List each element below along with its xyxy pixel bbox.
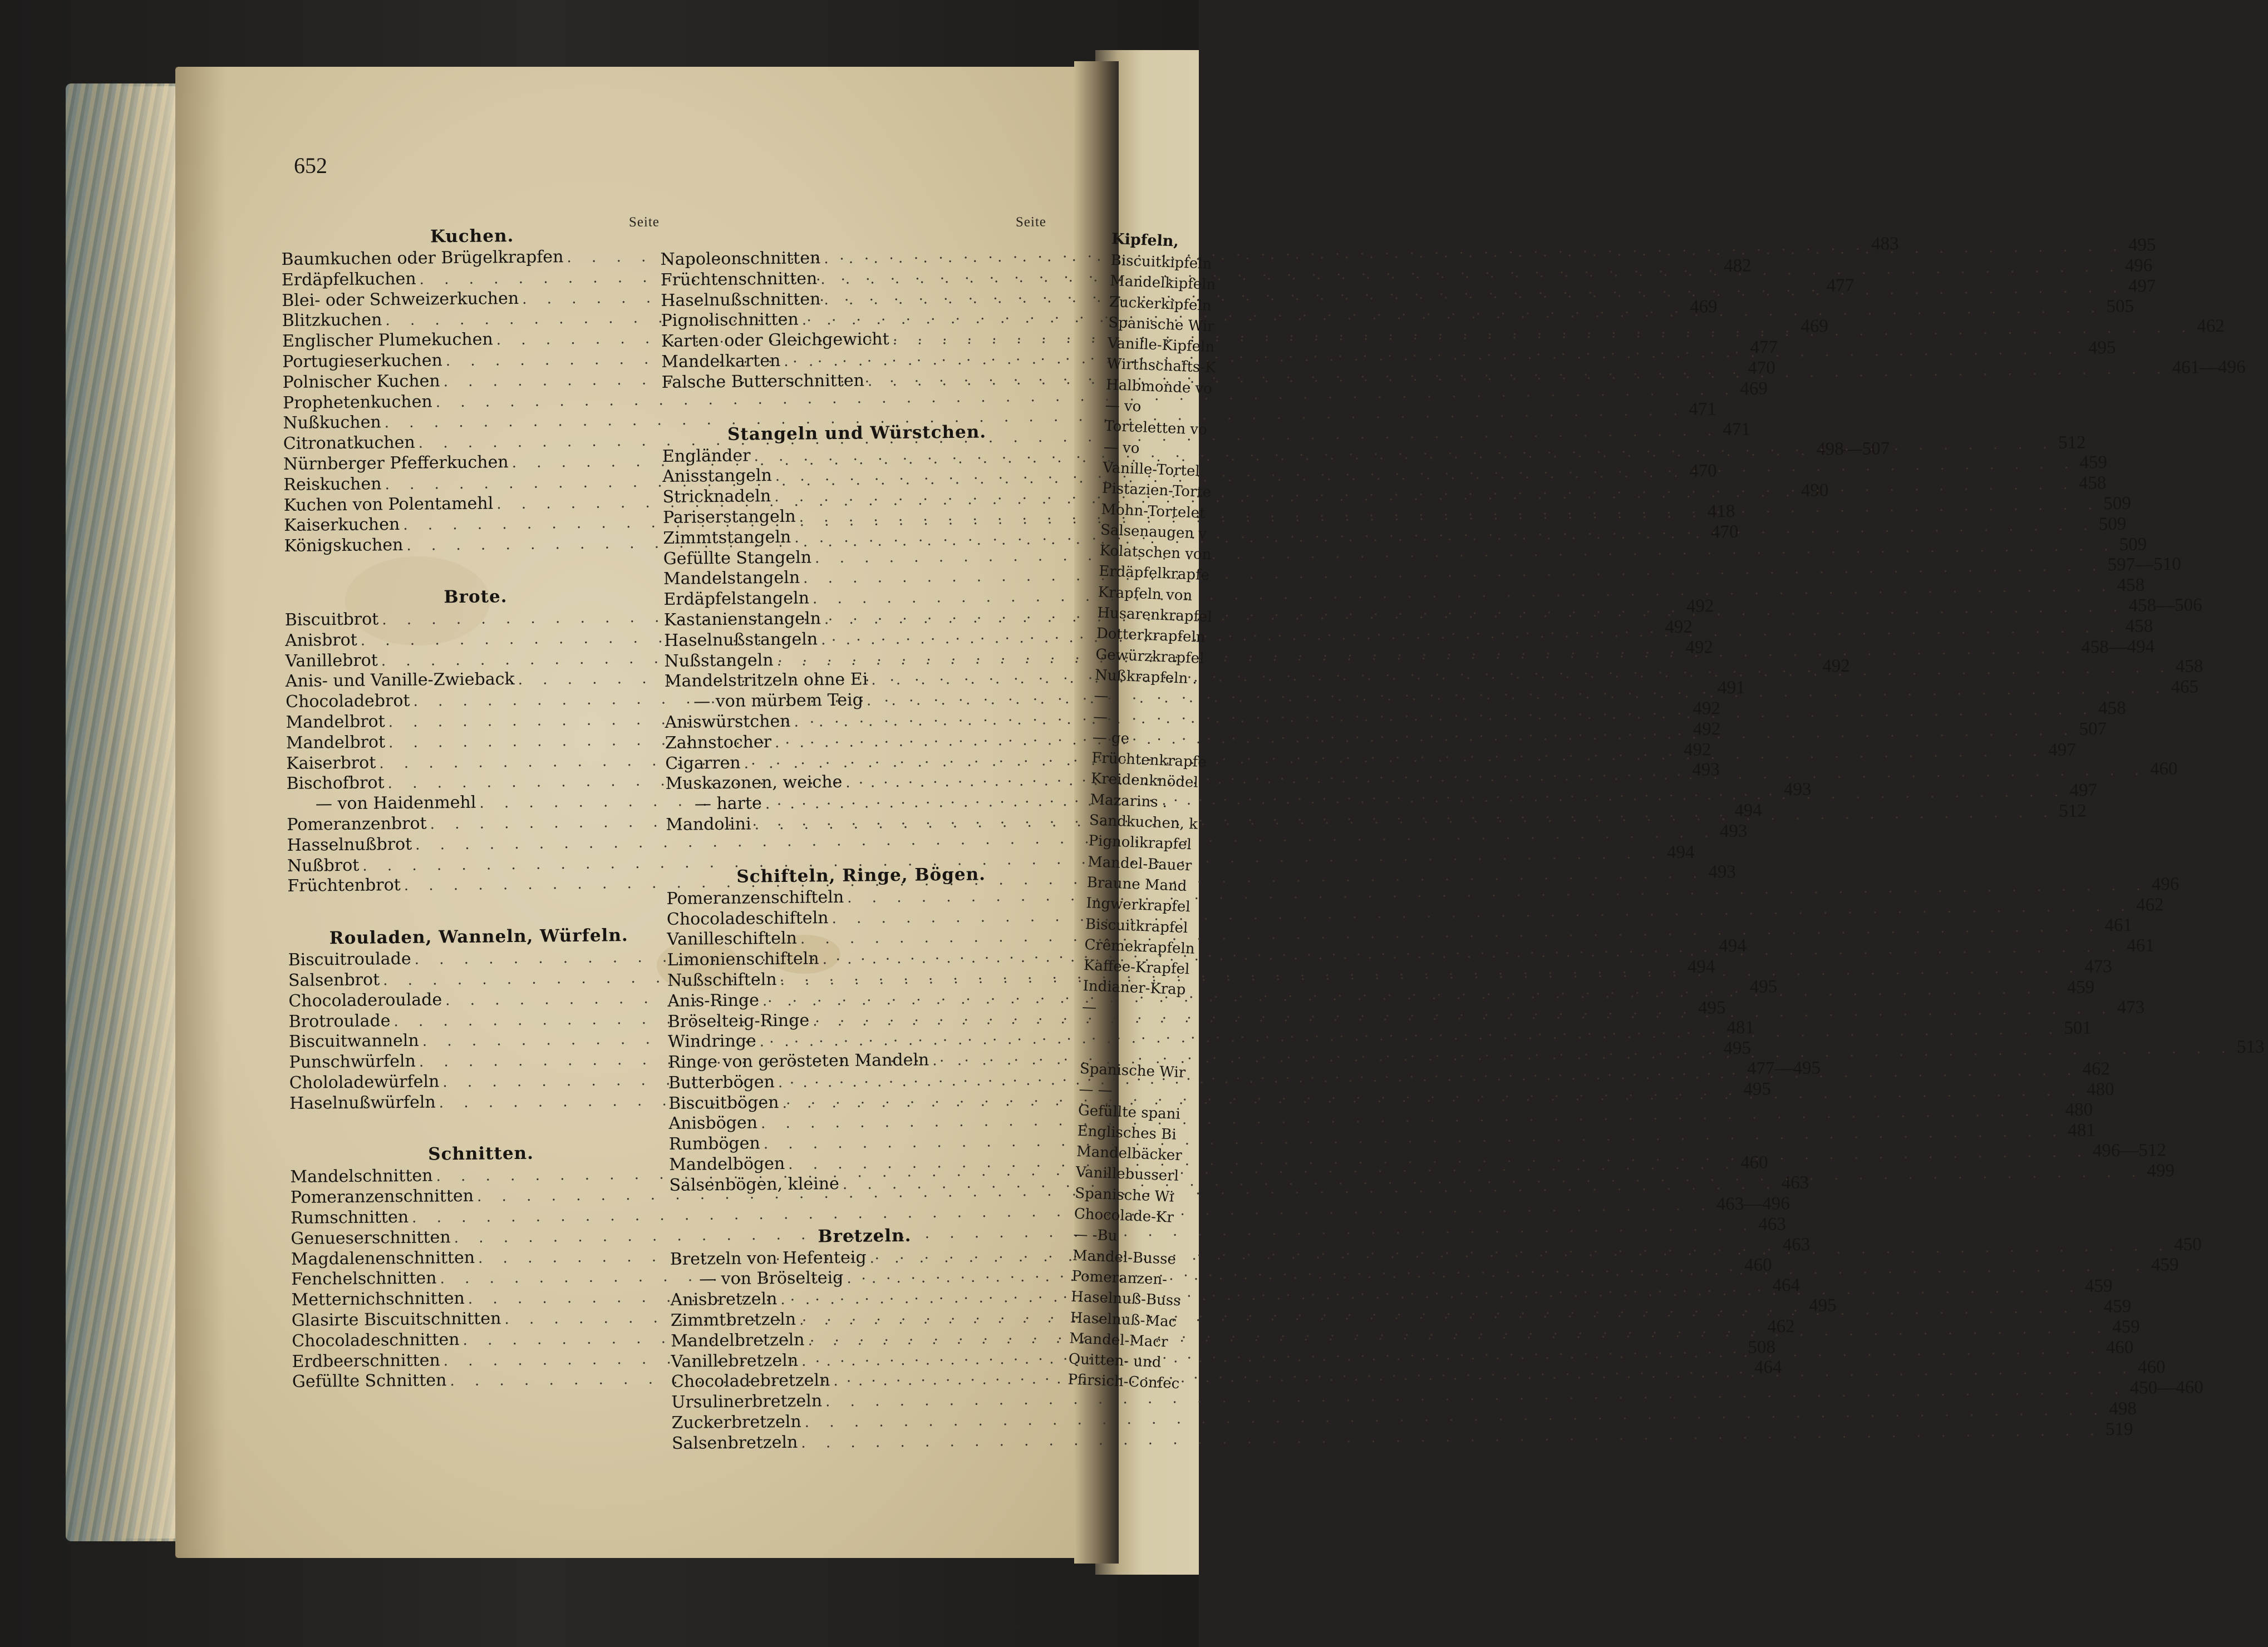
entry-name: Citronatkuchen <box>283 432 415 454</box>
entry-page: 495 <box>1749 976 1778 997</box>
fragment-line: Zuckerkipfeln <box>1109 293 1212 314</box>
entry-name: Pomeranzenschnitten <box>290 1186 474 1208</box>
entry-name: Mandolini <box>666 814 751 835</box>
entry-name: Mandelbretzeln <box>671 1330 805 1351</box>
fragment-line: Crêmekrapfeln <box>1084 936 1196 958</box>
entry-name: Mandelstangeln <box>663 568 800 589</box>
fragment-line: Mandel-Bauer <box>1087 853 1192 874</box>
fragment-line: Erdäpfelkrapfe <box>1098 563 1210 584</box>
entry-page: 461 <box>2104 915 2133 936</box>
entry-page: 477 <box>1750 337 1778 358</box>
fragment-line: Kaffee-Krapfel <box>1083 957 1190 978</box>
entry-page: 512 <box>2059 801 2087 821</box>
entry-name: Englischer Plumekuchen <box>282 329 493 352</box>
entry-page: 496 <box>2124 255 2153 276</box>
entry-page: 463 <box>1782 1234 1811 1255</box>
entry-name: Chocoladebrot <box>286 691 410 712</box>
entry-page: 495 <box>1808 1295 1837 1316</box>
entry-name: Engländer <box>662 446 751 466</box>
section-spacer <box>288 892 670 928</box>
entry-page: 519 <box>2105 1419 2133 1440</box>
entry-name: Früchtenbrot <box>287 875 401 896</box>
entry-page: 465 <box>2171 677 2199 698</box>
fragment-line: Pignolikrapfel <box>1088 832 1192 854</box>
entry-name: Muskazonen, weiche <box>665 772 843 794</box>
fragment-line: Spanische Wi <box>1074 1185 1174 1206</box>
entry-name: Nürnberger Pfefferkuchen <box>283 452 509 474</box>
section-spacer <box>666 831 1056 866</box>
entry-page: 509 <box>2119 534 2147 555</box>
fragment-line: Gewürzkrapfel <box>1095 646 1204 667</box>
entry-name: Zahnstocher <box>665 732 772 753</box>
entry-name: Pomeranzenschifteln <box>666 887 844 909</box>
section-spacer <box>289 1110 672 1145</box>
entry-name: Genueserschnitten <box>291 1227 451 1249</box>
entry-page: 509 <box>2103 493 2132 514</box>
entry-name: Brotroulade <box>288 1010 391 1032</box>
section-heading: Stangeln und Würstchen. <box>727 421 987 445</box>
entry-name: Rumschnitten <box>290 1207 409 1228</box>
entry-name: Butterbögen <box>668 1072 775 1093</box>
entry-page: 418 <box>1707 501 1735 522</box>
entry-page: 490 <box>1800 480 1829 501</box>
entry-name: Haselnußschnitten <box>661 289 821 310</box>
entry-name: Mandelbrot <box>286 712 385 732</box>
entry-page: 458 <box>2117 575 2145 596</box>
entry-page: 463 <box>1781 1173 1809 1194</box>
entry-name: Bischofbrot <box>286 773 385 794</box>
entry-name: Prophetenkuchen <box>282 391 432 413</box>
entry-page: 499 <box>2147 1160 2175 1181</box>
fragment-line: Salsenaugen v <box>1100 521 1207 543</box>
entry-page: 460 <box>1744 1255 1772 1276</box>
entry-name: Königskuchen <box>284 535 404 556</box>
entry-name: Biscuitbögen <box>668 1092 779 1113</box>
entry-page: 461 <box>2127 935 2154 956</box>
entry-name: Glasirte Biscuitschnitten <box>291 1309 501 1330</box>
entry-name: Pariserstangeln <box>662 506 796 527</box>
fragment-line: — <box>1081 998 1097 1016</box>
entry-name: Falsche Butterschnitten <box>661 371 865 392</box>
fragment-line: Pistazien-Torte <box>1101 480 1212 501</box>
entry-page: 458—494 <box>2081 636 2155 658</box>
entry-name: Zimmtstangeln <box>663 527 791 548</box>
entry-page: 460 <box>2137 1357 2166 1378</box>
entry-name: Haselnußwürfeln <box>289 1092 436 1113</box>
entry-name: Erdäpfelkuchen <box>281 269 416 290</box>
entry-name: Baumkuchen oder Brügelkrapfen <box>281 247 564 269</box>
entry-page: 495 <box>2128 235 2156 255</box>
entry-page: 497 <box>2128 275 2156 297</box>
fragment-line: Spanische Wir <box>1108 314 1215 336</box>
entry-page: 459 <box>2067 977 2095 998</box>
entry-name: Erdbeerschnitten <box>292 1350 440 1372</box>
fragment-line: Vanille-Tortel <box>1102 459 1201 480</box>
fragment-line: — <box>1093 708 1108 726</box>
seite-label: Seite <box>628 214 660 230</box>
entry-name: Gefüllte Stangeln <box>663 547 812 569</box>
entry-name: Chocoladeschnitten <box>292 1329 460 1351</box>
fragment-line: — ge <box>1092 729 1130 747</box>
entry-name: Gefüllte Schnitten <box>292 1370 447 1392</box>
entry-name: Karten oder Gleichgewicht <box>661 329 889 352</box>
fragment-line: Pomeranzen- <box>1071 1268 1168 1289</box>
fragment-line: Spanische Wir <box>1079 1060 1186 1082</box>
entry-name: Metternichschnitten <box>291 1289 465 1310</box>
page-number: 652 <box>294 153 327 178</box>
entry-page: 458 <box>2078 473 2107 494</box>
entry-page: 450—460 <box>2129 1377 2203 1398</box>
entry-name: Haselnußstangeln <box>663 629 818 650</box>
entry-name: Mandelbrot <box>286 732 386 753</box>
entry-name: Rumbögen <box>668 1133 760 1155</box>
section-heading: Schnitten. <box>427 1143 534 1165</box>
fragment-line: — vo <box>1103 438 1140 457</box>
entry-page: 507 <box>2079 718 2107 739</box>
fragment-line: Pfirsich-Confec <box>1067 1371 1180 1393</box>
fragment-line: Kolatschen von <box>1099 542 1212 564</box>
entry-name: Pignolischnitten <box>661 310 799 331</box>
entry-page: 492 <box>1693 698 1721 719</box>
entry-name: Bröselteig-Ringe <box>667 1010 810 1032</box>
entry-page: 508 <box>1748 1337 1776 1358</box>
entry-page: 469 <box>1689 297 1718 318</box>
entry-name: Punschwürfeln <box>289 1051 416 1073</box>
entry-name: Kaiserkuchen <box>283 515 400 536</box>
entry-page: 493 <box>1692 760 1720 781</box>
entry-name: Hasselnußbrot <box>287 834 412 855</box>
entry-name: Anis-Ringe <box>667 990 760 1011</box>
entry-page: 496—512 <box>2092 1140 2167 1161</box>
fragment-line: — — <box>1078 1081 1113 1099</box>
entry-page: 461—496 <box>2172 357 2246 378</box>
fragment-line: Mohn-Tortelet <box>1101 501 1206 522</box>
entry-page: 495 <box>1743 1079 1772 1099</box>
fragment-line: Braune Mand <box>1086 874 1187 895</box>
entry-page: 462 <box>2197 316 2225 337</box>
entry-page: 494 <box>1687 956 1715 977</box>
fragment-line: Dotterkrapfeln <box>1096 625 1206 647</box>
entry-name: Kastanienstangeln <box>663 609 821 630</box>
fragment-line: Quitten- und <box>1068 1350 1162 1372</box>
entry-page: 450 <box>2174 1234 2202 1255</box>
section-spacer <box>662 389 1052 424</box>
entry-page: 513 <box>2236 1037 2265 1057</box>
entry-page: 464 <box>1772 1275 1800 1296</box>
entry-page: 458 <box>2175 656 2203 677</box>
entry-page: 460 <box>2149 759 2178 780</box>
fragment-line: Ingwerkrapfel <box>1085 895 1191 916</box>
entry-name: Mandelstritzeln ohne Ei <box>664 669 868 692</box>
fragment-line: — vo <box>1105 397 1142 416</box>
entry-page: 497 <box>2069 780 2098 801</box>
entry-page: 464 <box>1754 1357 1782 1378</box>
entry-name: Reiskuchen <box>283 474 382 495</box>
fragment-line: Biscuitkipfeln <box>1110 252 1212 273</box>
fragment-line: Halbmonde vo <box>1105 376 1213 397</box>
entry-name: Nußstangeln <box>664 650 774 671</box>
entry-page: 470 <box>1748 358 1775 378</box>
entry-page: 460 <box>1740 1152 1768 1173</box>
entry-page: 498—507 <box>1816 438 1890 460</box>
entry-page: 496 <box>2151 874 2180 895</box>
entry-name: Anisbretzeln <box>670 1289 778 1310</box>
entry-page: 492 <box>1683 739 1711 760</box>
entry-name: Erdäpfelstangeln <box>663 588 810 610</box>
fragment-line: Mandelkipfeln <box>1109 273 1216 294</box>
entry-page: 459 <box>2112 1316 2140 1337</box>
entry-name: Ringe von gerösteten Mandeln <box>668 1050 929 1073</box>
entry-name: Vanillebretzeln <box>671 1350 799 1372</box>
entry-name: Aniswürstchen <box>665 711 791 732</box>
entry-name: Blei- oder Schweizerkuchen <box>282 288 519 310</box>
fragment-line: Krapfeln von <box>1098 584 1193 604</box>
entry-name: Vanilleschifteln <box>667 929 798 950</box>
entry-name: Polnischer Kuchen <box>282 371 440 392</box>
entry-page: 458 <box>2125 616 2153 637</box>
fragment-line: Mandelbäcker <box>1076 1143 1183 1165</box>
entry-page: 471 <box>1689 399 1717 420</box>
entry-page: 477 <box>1826 275 1854 295</box>
entry-page: 459 <box>2151 1255 2179 1275</box>
entry-name: Stricknadeln <box>662 486 771 507</box>
fragment-spacer <box>1080 1038 1168 1062</box>
entry-page: 498 <box>2109 1398 2137 1419</box>
entry-page: 501 <box>2064 1018 2092 1039</box>
entry-name: Biscuitroulade <box>288 949 411 970</box>
entry-name: Zimmtbretzeln <box>670 1309 796 1330</box>
entry-page: 493 <box>1783 779 1812 800</box>
section-heading: Brote. <box>444 586 508 608</box>
fragment-line: — -Bu <box>1072 1226 1118 1245</box>
fragment-line: Mandel-Busse <box>1072 1247 1177 1268</box>
fragment-line: Vanillebusserl <box>1075 1164 1179 1185</box>
entry-page: 512 <box>2058 432 2086 453</box>
entry-name: Anis- und Vanille-Zwieback <box>285 669 515 692</box>
entry-name: Chololadewürfeln <box>289 1072 440 1093</box>
fragment-line: Haselnuß-Buss <box>1070 1288 1182 1310</box>
entry-name: Salsenbögen, kleine <box>669 1173 840 1195</box>
fragment-line: Husarenkrapfel <box>1096 604 1213 626</box>
fragment-line: Gefüllte spani <box>1078 1102 1181 1123</box>
entry-page: 492 <box>1665 617 1693 637</box>
entry-name: Nußbrot <box>287 855 360 876</box>
entry-page: 463—496 <box>1716 1194 1790 1215</box>
entry-page: 473 <box>2084 956 2112 977</box>
section-heading: Schifteln, Ringe, Bögen. <box>736 864 986 887</box>
fragment-line: — <box>1094 687 1109 705</box>
fragment-line: Nußkrapfeln . <box>1094 667 1198 688</box>
entry-name: Mandelkarten <box>661 351 781 372</box>
entry-page: 480 <box>2065 1099 2093 1121</box>
entry-page: 459 <box>2079 452 2108 473</box>
entry-page: 494 <box>1719 935 1746 956</box>
entry-page: 469 <box>1800 316 1829 337</box>
entry-name: Blitzkuchen <box>282 310 382 331</box>
entry-page: 458—506 <box>2128 595 2202 616</box>
entry-name: Früchtenschnitten <box>660 269 818 290</box>
entry-name: Kuchen von Polentamehl <box>283 493 494 515</box>
entry-page: 471 <box>1723 419 1751 440</box>
entry-page: 470 <box>1689 461 1717 481</box>
entry-page: 480 <box>2086 1079 2114 1100</box>
entry-name: Salsenbretzeln <box>671 1432 798 1453</box>
entry-page: 459 <box>2103 1296 2132 1317</box>
facing-page-heading: Kipfeln, <box>1111 230 1179 250</box>
entry-name: Windringe <box>667 1031 756 1052</box>
entry-name: Anisbögen <box>668 1113 758 1134</box>
entry-name: — von Bröselteig <box>698 1268 844 1289</box>
entry-name: Biscuitwanneln <box>288 1030 419 1052</box>
entry-name: Napoleonschnitten <box>660 248 821 269</box>
entry-page: 473 <box>2117 997 2145 1018</box>
section-heading: Kuchen. <box>430 225 514 247</box>
entry-page: 483 <box>1871 234 1899 254</box>
fragment-line: Chocolade-Kr <box>1074 1205 1174 1226</box>
entry-name: Nußschifteln <box>667 969 777 990</box>
entry-name: Magdalenenschnitten <box>291 1247 475 1269</box>
fragment-line: Sandkuchen, k <box>1089 812 1198 833</box>
fragment-line: Biscuitkrapfel <box>1085 915 1188 936</box>
fragment-spacer <box>1081 1018 1168 1042</box>
entry-page: 492 <box>1693 718 1721 739</box>
entry-page: 492 <box>1686 596 1714 617</box>
entry-page: 494 <box>1734 800 1762 821</box>
entry-page: 495 <box>1723 1038 1752 1059</box>
entry-name: Mandelbögen <box>669 1154 785 1175</box>
fragment-line: Mazarins . <box>1089 791 1168 811</box>
entry-page: 505 <box>2106 296 2134 317</box>
entry-name: — von Haidenmehl <box>315 792 476 814</box>
entry-name: Cigarren <box>665 753 741 773</box>
fragment-line: Früchtenkrapfe <box>1091 749 1207 771</box>
entry-name: Zuckerbretzeln <box>671 1412 801 1433</box>
entry-page: 481 <box>2068 1120 2096 1141</box>
entry-page: 495 <box>2088 337 2116 358</box>
entry-page: 462 <box>2082 1058 2110 1079</box>
entry-name: Ursulinerbretzeln <box>671 1391 823 1413</box>
entry-name: Nußkuchen <box>283 412 381 433</box>
entry-name: Anisstangeln <box>662 466 772 487</box>
entry-page: 481 <box>1726 1017 1755 1038</box>
entry-page: 509 <box>2098 514 2127 534</box>
entry-page: 492 <box>1685 637 1714 658</box>
entry-name: Limonienschifteln <box>667 949 819 970</box>
section-spacer <box>284 553 667 588</box>
fragment-line: Haselnuß-Mac <box>1070 1309 1177 1330</box>
entry-page: 493 <box>1719 821 1748 841</box>
fragment-line: Wirthschafts-K <box>1106 356 1217 377</box>
entry-page: 459 <box>2084 1276 2113 1296</box>
entry-page: 462 <box>1767 1316 1795 1337</box>
fragment-line: Vanille-Kipfeln <box>1107 335 1215 356</box>
entry-page: 597—510 <box>2107 554 2181 575</box>
fragment-line: Englisches Bi <box>1077 1122 1177 1143</box>
fragment-line: Indianer-Krap <box>1083 978 1186 999</box>
entry-name: Kaiserbrot <box>286 752 376 773</box>
entry-name: Pomeranzenbrot <box>287 813 427 835</box>
entry-name: Anisbrot <box>284 630 357 650</box>
entry-name: Biscuitbrot <box>284 609 379 630</box>
entry-page: 462 <box>2136 894 2164 915</box>
fragment-line: Torteletten vo <box>1104 418 1208 439</box>
entry-name: — von mürbem Teig <box>693 690 864 712</box>
entry-page: 493 <box>1708 862 1736 882</box>
section-spacer <box>670 1192 1060 1227</box>
seite-label: Seite <box>1015 214 1047 230</box>
entry-page: 470 <box>1710 522 1739 543</box>
entry-name: — harte <box>694 793 762 814</box>
entry-name: Vanillebrot <box>285 650 378 671</box>
entry-page: 477—495 <box>1746 1058 1821 1079</box>
entry-name: Bretzeln von Hefenteig <box>670 1247 867 1269</box>
entry-page: 463 <box>1758 1214 1787 1235</box>
entry-page: 492 <box>1822 656 1850 677</box>
entry-name: Fenchelschnitten <box>291 1268 437 1290</box>
entry-name: Chocoladeschifteln <box>666 908 829 929</box>
entry-name: Chocoladeroulade <box>288 989 442 1011</box>
fragment-line: Kreidenknödel <box>1090 770 1199 792</box>
section-heading: Rouladen, Wanneln, Würfeln. <box>329 925 628 949</box>
entry-page: 482 <box>1724 255 1752 276</box>
fragment-line: Mandel-Macr <box>1069 1330 1168 1351</box>
entry-page: 495 <box>1698 997 1726 1018</box>
section-heading: Bretzeln. <box>818 1225 912 1247</box>
entry-page: 460 <box>2105 1337 2134 1358</box>
entry-page: 494 <box>1666 842 1695 862</box>
entry-page: 491 <box>1718 677 1745 698</box>
entry-name: Salsenbrot <box>288 970 380 990</box>
entry-name: Portugieserkuchen <box>282 351 442 372</box>
entry-page: 469 <box>1740 378 1768 399</box>
entry-page: 458 <box>2098 698 2126 719</box>
entry-name: Mandelschnitten <box>290 1166 433 1187</box>
entry-name: Chocoladebretzeln <box>671 1370 830 1392</box>
entry-page: 497 <box>2048 739 2077 760</box>
